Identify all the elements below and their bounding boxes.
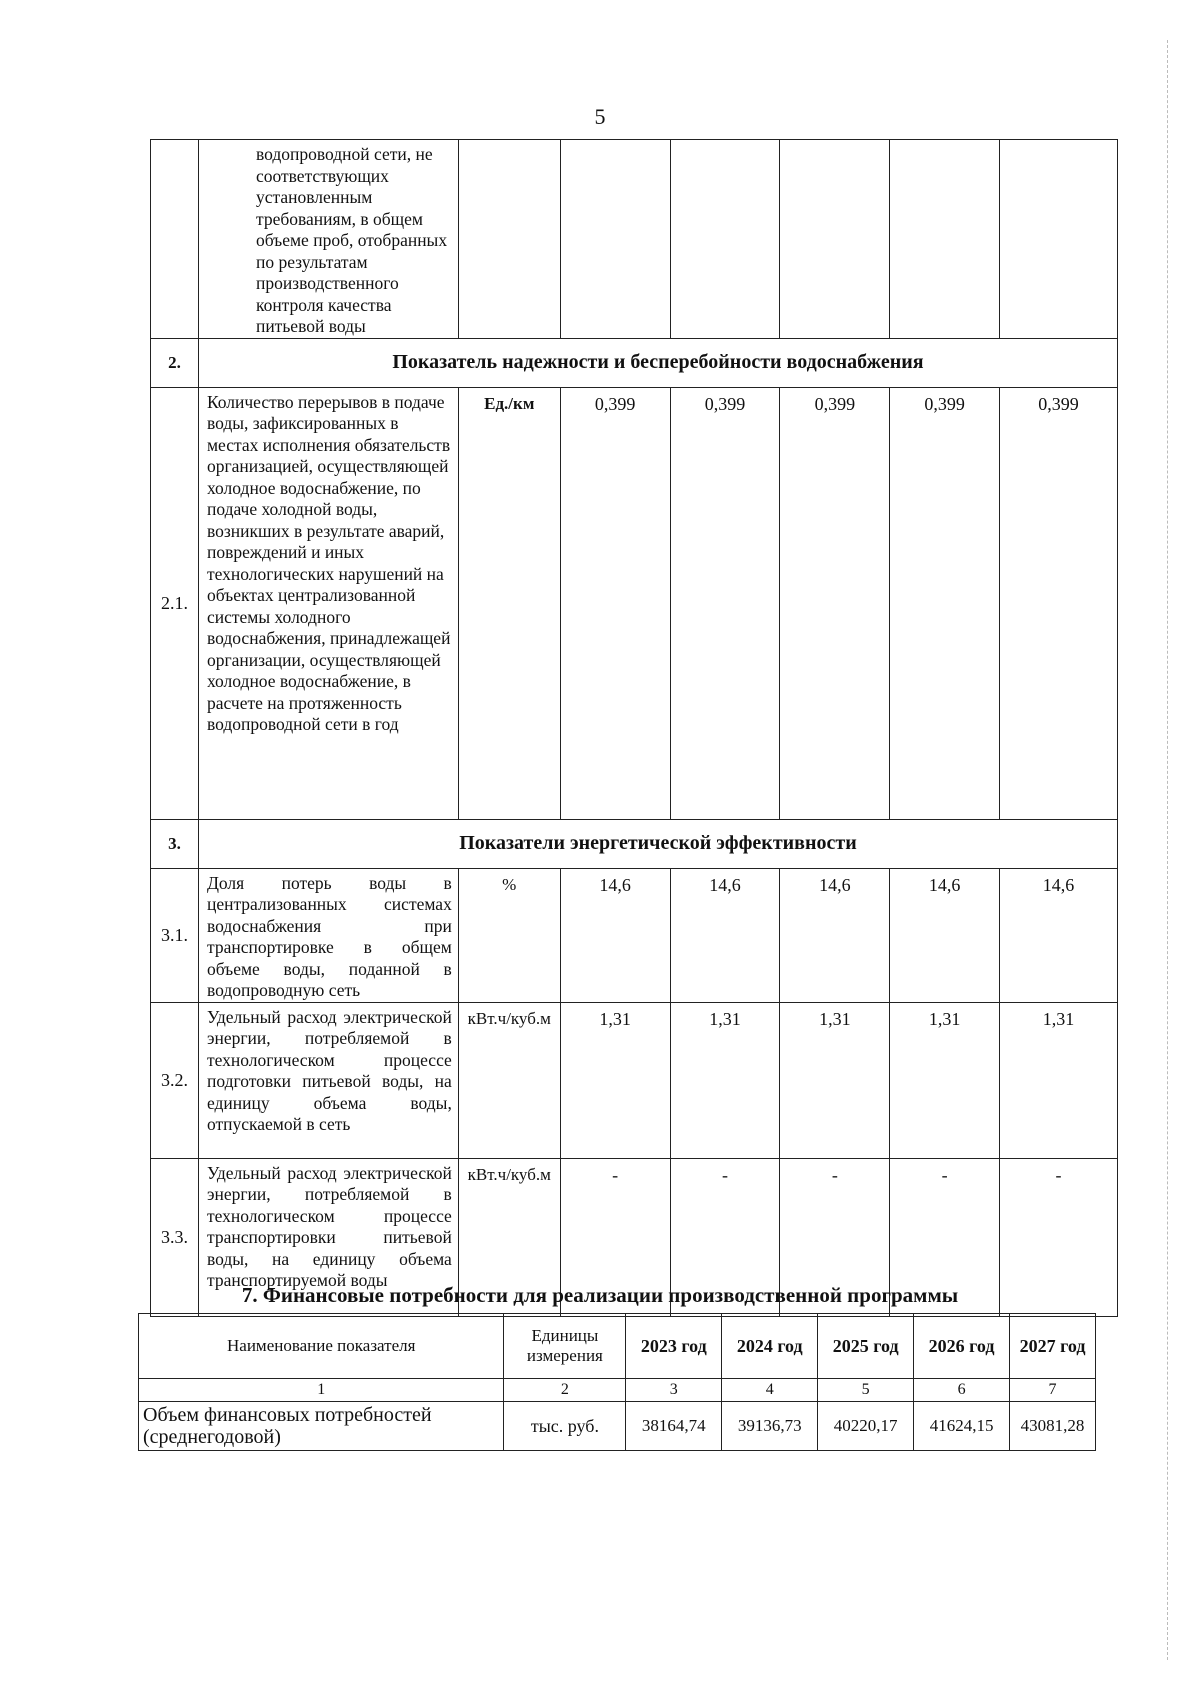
row-number: 3.3. (151, 1158, 199, 1316)
value-cell: 0,399 (560, 387, 670, 819)
page-number: 5 (594, 104, 606, 129)
value-cell: 43081,28 (1010, 1402, 1096, 1451)
column-header: 2027 год (1010, 1314, 1096, 1379)
table-row (151, 868, 1118, 1002)
value-cell: 0,399 (670, 387, 780, 819)
scan-edge-marks (1167, 40, 1180, 1660)
value-cell: 39136,73 (722, 1402, 818, 1451)
indicator-description: Удельный расход электрической энергии, потребляемой в технологическом процессе подготовки питьевой воды, на единицу объема воды, отпускаемой в сеть (198, 1002, 458, 1158)
column-header: Единицы измерения (504, 1314, 626, 1379)
value-cell: 14,6 (890, 868, 1000, 1002)
indicator-description: Удельный расход электрической энергии, потребляемой в технологическом процессе транспортировки питьевой воды, на единицу объема транспортируемой воды (198, 1158, 458, 1316)
indicator-description: Количество перерывов в подаче воды, зафиксированных в местах исполнения обязательств организацией, осуществляющей холодное водоснабжение, по подаче холодной воды, возникших в результате аварий, повреждений и иных технологических нарушений на объектах централизованной системы холодного водоснабжения, принадлежащей организации, осуществляющей холодное водоснабжение, в расчете на протяженность водопроводной сети в год (198, 387, 458, 819)
indicator-description: водопроводной сети, не соответствующих установленным требованиям, в общем объеме проб, отобранных по результатам производственного контроля качества питьевой воды (198, 140, 458, 339)
column-header: Наименование показателя (139, 1314, 504, 1379)
value-cell: 41624,15 (914, 1402, 1010, 1451)
value-cell: - (670, 1158, 780, 1316)
column-header: 2024 год (722, 1314, 818, 1379)
column-header: 2023 год (626, 1314, 722, 1379)
value-cell: 14,6 (1000, 868, 1118, 1002)
unit-cell: кВт.ч/куб.м (458, 1158, 560, 1316)
column-index: 6 (914, 1379, 1010, 1402)
indicators-table (150, 139, 1118, 1317)
value-cell: 14,6 (560, 868, 670, 1002)
section-heading: 7. Финансовые потребности для реализации производственной программы (241, 1283, 959, 1307)
value-cell: - (1000, 1158, 1118, 1316)
value-cell: 1,31 (560, 1002, 670, 1158)
unit-cell: % (458, 868, 560, 1002)
column-header: 2026 год (914, 1314, 1010, 1379)
column-header: 2025 год (818, 1314, 914, 1379)
indicator-description: Доля потерь воды в централизованных системах водоснабжения при транспортировке в общем объеме воды, поданной в водопроводную сеть (198, 868, 458, 1002)
row-number: 3.2. (151, 1002, 199, 1158)
value-cell: 40220,17 (818, 1402, 914, 1451)
column-index: 7 (1010, 1379, 1096, 1402)
value-cell: 14,6 (670, 868, 780, 1002)
column-index: 2 (504, 1379, 626, 1402)
value-cell: - (780, 1158, 890, 1316)
section-row (151, 338, 1118, 387)
section-row (151, 819, 1118, 868)
value-cell: 14,6 (780, 868, 890, 1002)
column-index: 5 (818, 1379, 914, 1402)
section-number: 3. (151, 819, 199, 868)
column-index: 1 (139, 1379, 504, 1402)
value-cell: 0,399 (780, 387, 890, 819)
value-cell: 38164,74 (626, 1402, 722, 1451)
row-number: 3.1. (151, 868, 199, 1002)
row-number-cell (151, 140, 199, 339)
column-index: 3 (626, 1379, 722, 1402)
value-cell: 1,31 (1000, 1002, 1118, 1158)
section-title: Показатель надежности и бесперебойности водоснабжения (198, 338, 1117, 387)
row-number: 2.1. (151, 387, 199, 819)
section-title: Показатели энергетической эффективности (198, 819, 1117, 868)
table-row (151, 140, 1118, 339)
unit-cell: кВт.ч/куб.м (458, 1002, 560, 1158)
value-cell: - (890, 1158, 1000, 1316)
table-row (151, 387, 1118, 819)
value-cell: 0,399 (890, 387, 1000, 819)
table-row (151, 1002, 1118, 1158)
financial-needs-table (138, 1313, 1096, 1451)
table-header-row (139, 1314, 1096, 1379)
value-cell: 1,31 (890, 1002, 1000, 1158)
unit-cell: тыс. руб. (504, 1402, 626, 1451)
value-cell: 1,31 (780, 1002, 890, 1158)
value-cell: 1,31 (670, 1002, 780, 1158)
unit-cell: Ед./км (458, 387, 560, 819)
table-row (139, 1402, 1096, 1451)
column-index-row (139, 1379, 1096, 1402)
section-number: 2. (151, 338, 199, 387)
value-cell: 0,399 (1000, 387, 1118, 819)
column-index: 4 (722, 1379, 818, 1402)
value-cell: - (560, 1158, 670, 1316)
indicator-name: Объем финансовых потребностей (среднегодовой) (139, 1402, 504, 1451)
